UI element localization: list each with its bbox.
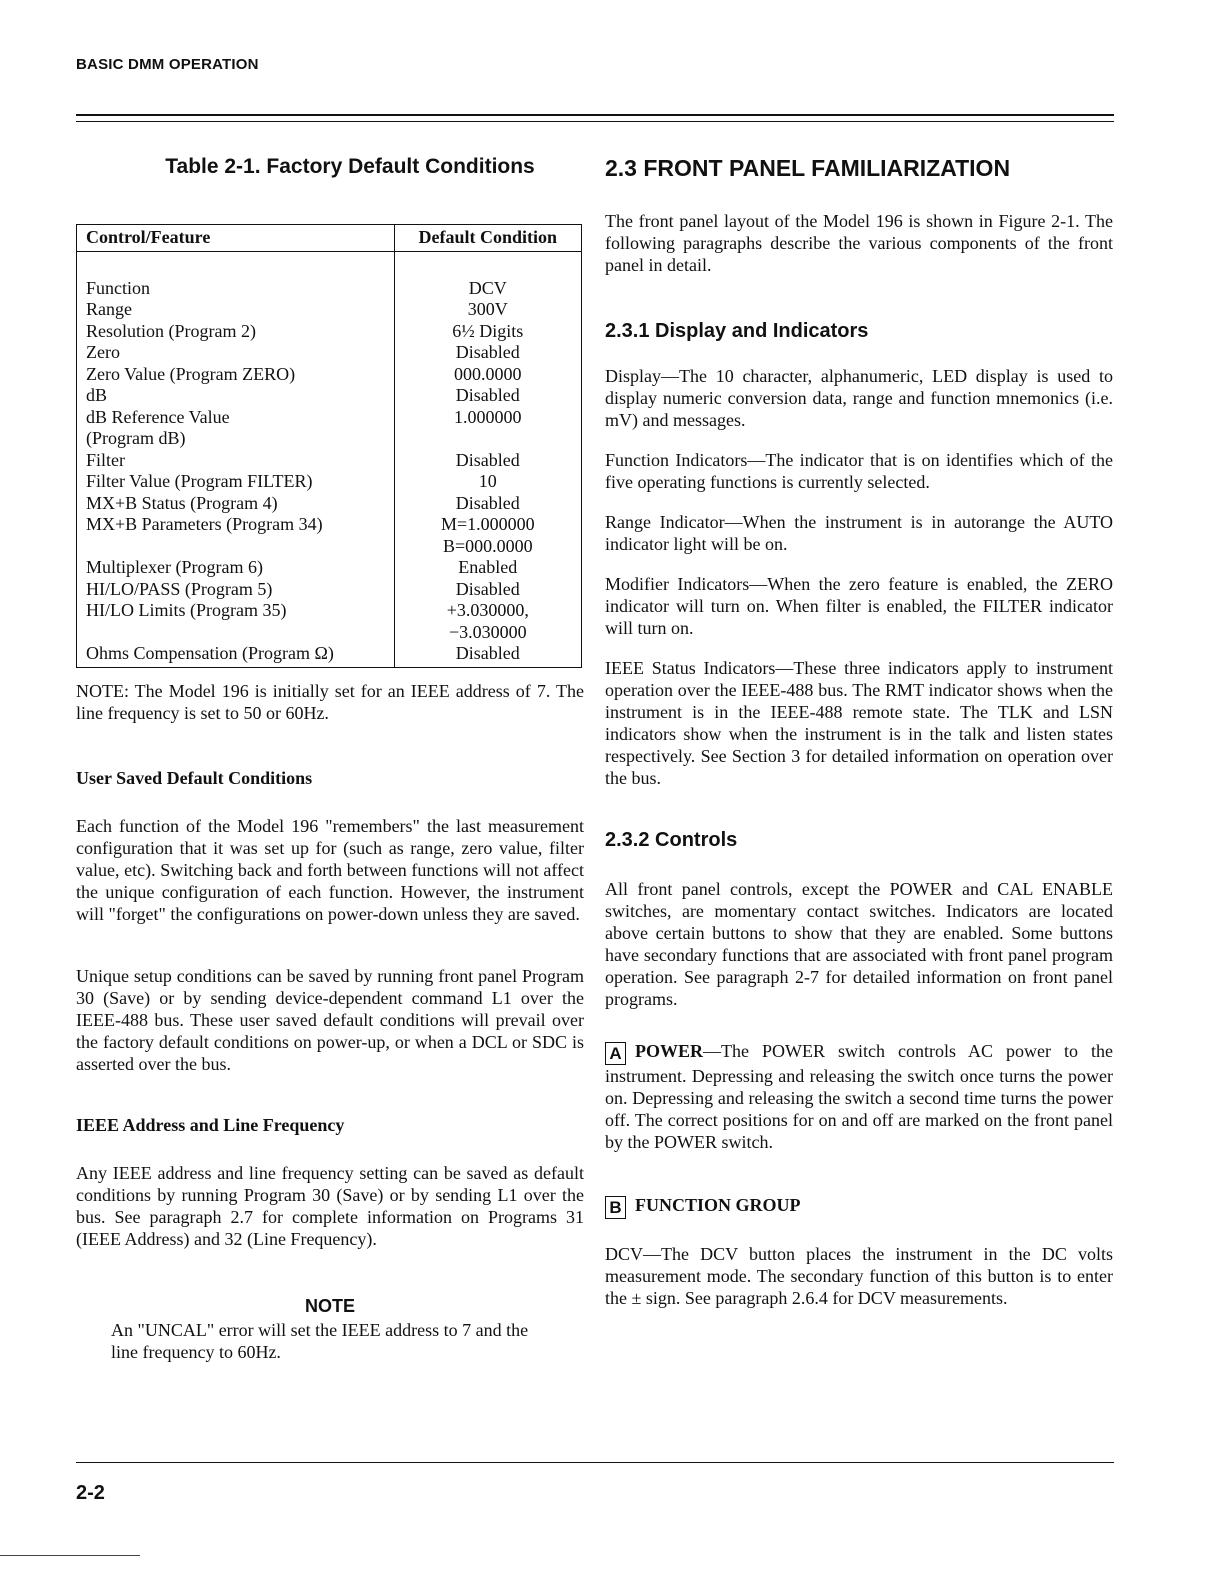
user-saved-paragraph-1: Each function of the Model 196 "remembers" the last measurement configuration that it was set up for (such as range, zero value, filter value, etc). Switching back and forth between functions will not affect the unique configuration of each function. However, the instrument will "forget" the configurations on power-down unless they are saved. (76, 815, 584, 924)
left-column (76, 155, 584, 1363)
running-header: BASIC DMM OPERATION (76, 56, 259, 73)
default-value-cell: 6½ Digits (394, 321, 581, 343)
feature-cell (77, 536, 395, 558)
table-row (77, 321, 582, 343)
default-value-cell: Disabled (394, 450, 581, 472)
table-row (77, 278, 582, 300)
feature-cell: Resolution (Program 2) (86, 320, 256, 341)
controls-paragraph: All front panel controls, except the POWER and CAL ENABLE switches, are momentary contact switches. Indicators are located above certain buttons to show that they are enabled. Some buttons have secondary functions that are associated with front panel program operation. See paragraph 2-7 for detailed information on front panel programs. (605, 879, 1113, 1009)
default-value-cell: M=1.000000 (394, 514, 581, 536)
display-paragraph: Display—The 10 character, alphanumeric, LED display is used to display numeric conversion data, range and function mnemonics (i.e. mV) and messages. (605, 366, 1113, 430)
default-value-cell: Disabled (394, 385, 581, 407)
display-heading: 2.3.1 Display and Indicators (605, 320, 869, 342)
default-value-cell: 1.000000 (394, 407, 581, 429)
default-value-cell: DCV (394, 278, 581, 300)
feature-cell: MX+B Parameters (Program 34) (86, 514, 323, 534)
feature-cell: HI/LO Limits (Program 35) (86, 600, 287, 620)
feature-cell: Function (86, 277, 151, 298)
default-value-cell: Enabled (394, 557, 581, 579)
function-group-title: FUNCTION GROUP (635, 1195, 801, 1215)
table-row (77, 407, 582, 429)
default-value-cell: +3.030000, (394, 600, 581, 622)
default-value-cell: −3.030000 (394, 622, 581, 644)
ieee-heading: IEEE Address and Line Frequency (76, 1114, 345, 1135)
table-title: Table 2-1. Factory Default Conditions (165, 155, 535, 178)
scan-artifact-line (0, 1555, 140, 1556)
table-row (77, 364, 582, 386)
feature-cell: Ohms Compensation (Program Ω) (86, 643, 334, 663)
table-row (77, 622, 582, 644)
header-rule-thin (76, 121, 1114, 122)
ieee-paragraph: Any IEEE address and line frequency setting can be saved as default conditions by running Program 30 (Save) or by sending L1 over the bus. See paragraph 2.7 for complete information on Programs 31 (IEEE Address) and 32 (Line Frequency). (76, 1162, 584, 1249)
intro-paragraph: The front panel layout of the Model 196 is shown in Figure 2-1. The following paragraphs describe the various components of the front panel in detail. (605, 211, 1113, 275)
user-saved-heading: User Saved Default Conditions (76, 767, 313, 788)
table-row (77, 471, 582, 493)
default-value-cell: 10 (394, 471, 581, 493)
header-rule (76, 114, 1114, 116)
feature-cell: dB (86, 385, 108, 405)
power-paragraph (605, 1040, 1113, 1153)
note-text: An "UNCAL" error will set the IEEE address to 7 and the line frequency to 60Hz. (111, 1319, 529, 1362)
feature-cell: MX+B Status (Program 4) (86, 492, 278, 513)
power-label: POWER (635, 1041, 704, 1061)
default-value-cell (394, 428, 581, 450)
table-row (77, 557, 582, 579)
feature-cell: (Program dB) (86, 428, 186, 448)
function-group-badge: B (605, 1196, 626, 1219)
table-row (77, 579, 582, 601)
table-row (77, 536, 582, 558)
table-row (77, 643, 582, 667)
dcv-paragraph: DCV—The DCV button places the instrument in the DC volts measurement mode. The secondary function of this button is to enter the ± sign. See paragraph 2.6.4 for DCV measurements. (605, 1244, 1113, 1308)
feature-cell: Zero (86, 342, 120, 362)
page-number: 2-2 (76, 1482, 105, 1504)
factory-defaults-table (76, 224, 582, 668)
feature-cell: HI/LO/PASS (Program 5) (86, 578, 273, 599)
table-row (77, 385, 582, 407)
table-body (77, 251, 582, 667)
power-text: —The POWER switch controls AC power to the instrument. Depressing and releasing the switch once turns the power on. Depressing and releasing the switch a second time turns the power off. The correct positions for on and off are marked on the front panel by the POWER switch. (605, 1041, 1113, 1152)
power-badge: A (605, 1042, 626, 1065)
footer-rule (76, 1462, 1114, 1463)
table-row (77, 342, 582, 364)
table-note: NOTE: The Model 196 is initially set for an IEEE address of 7. The line frequency is set to 50 or 60Hz. (76, 680, 584, 723)
note-title: NOTE (304, 1295, 355, 1316)
ieee-status-paragraph: IEEE Status Indicators—These three indicators apply to instrument operation over the IEEE-488 bus. The RMT indicator shows when the instrument is in the IEEE-488 remote state. The TLK and LSN indicators show when the instrument is in the talk and listen states respectively. See Section 3 for detailed information on operation over the bus. (605, 658, 1113, 788)
default-value-cell: B=000.0000 (394, 536, 581, 558)
function-indicators-paragraph: Function Indicators—The indicator that is on identifies which of the five operating functions is currently selected. (605, 450, 1113, 492)
table-row (77, 600, 582, 622)
feature-cell: Filter (86, 449, 125, 470)
default-value-cell: Disabled (394, 493, 581, 515)
feature-cell: Range (86, 299, 132, 319)
function-group-heading (605, 1195, 1113, 1219)
section-title: 2.3 FRONT PANEL FAMILIARIZATION (605, 155, 1011, 181)
column-header-feature: Control/Feature (77, 225, 395, 252)
default-value-cell: Disabled (394, 342, 581, 364)
default-value-cell: Disabled (394, 643, 581, 667)
table-row (77, 428, 582, 450)
feature-cell: dB Reference Value (86, 406, 230, 427)
table-header-row (77, 225, 582, 252)
default-value-cell: 000.0000 (394, 364, 581, 386)
column-header-default: Default Condition (394, 225, 581, 252)
modifier-indicators-paragraph: Modifier Indicators—When the zero feature is enabled, the ZERO indicator will turn on. When filter is enabled, the FILTER indicator will turn on. (605, 574, 1113, 638)
feature-cell: Multiplexer (Program 6) (86, 557, 263, 577)
controls-heading: 2.3.2 Controls (605, 829, 738, 851)
default-value-cell: 300V (394, 299, 581, 321)
table-row (77, 299, 582, 321)
feature-cell: Zero Value (Program ZERO) (86, 363, 296, 384)
default-value-cell: Disabled (394, 579, 581, 601)
table-spacer-row (77, 251, 582, 278)
table-row (77, 493, 582, 515)
right-column (605, 155, 1113, 1309)
table-row (77, 514, 582, 536)
range-indicator-paragraph: Range Indicator—When the instrument is in autorange the AUTO indicator light will be on. (605, 512, 1113, 554)
feature-cell: Filter Value (Program FILTER) (86, 471, 313, 491)
feature-cell (77, 622, 395, 644)
user-saved-paragraph-2: Unique setup conditions can be saved by running front panel Program 30 (Save) or by sending device-dependent command L1 over the IEEE-488 bus. These user saved default conditions will prevail over the factory default conditions on power-up, or when a DCL or SDC is asserted over the bus. (76, 965, 584, 1074)
table-row (77, 450, 582, 472)
